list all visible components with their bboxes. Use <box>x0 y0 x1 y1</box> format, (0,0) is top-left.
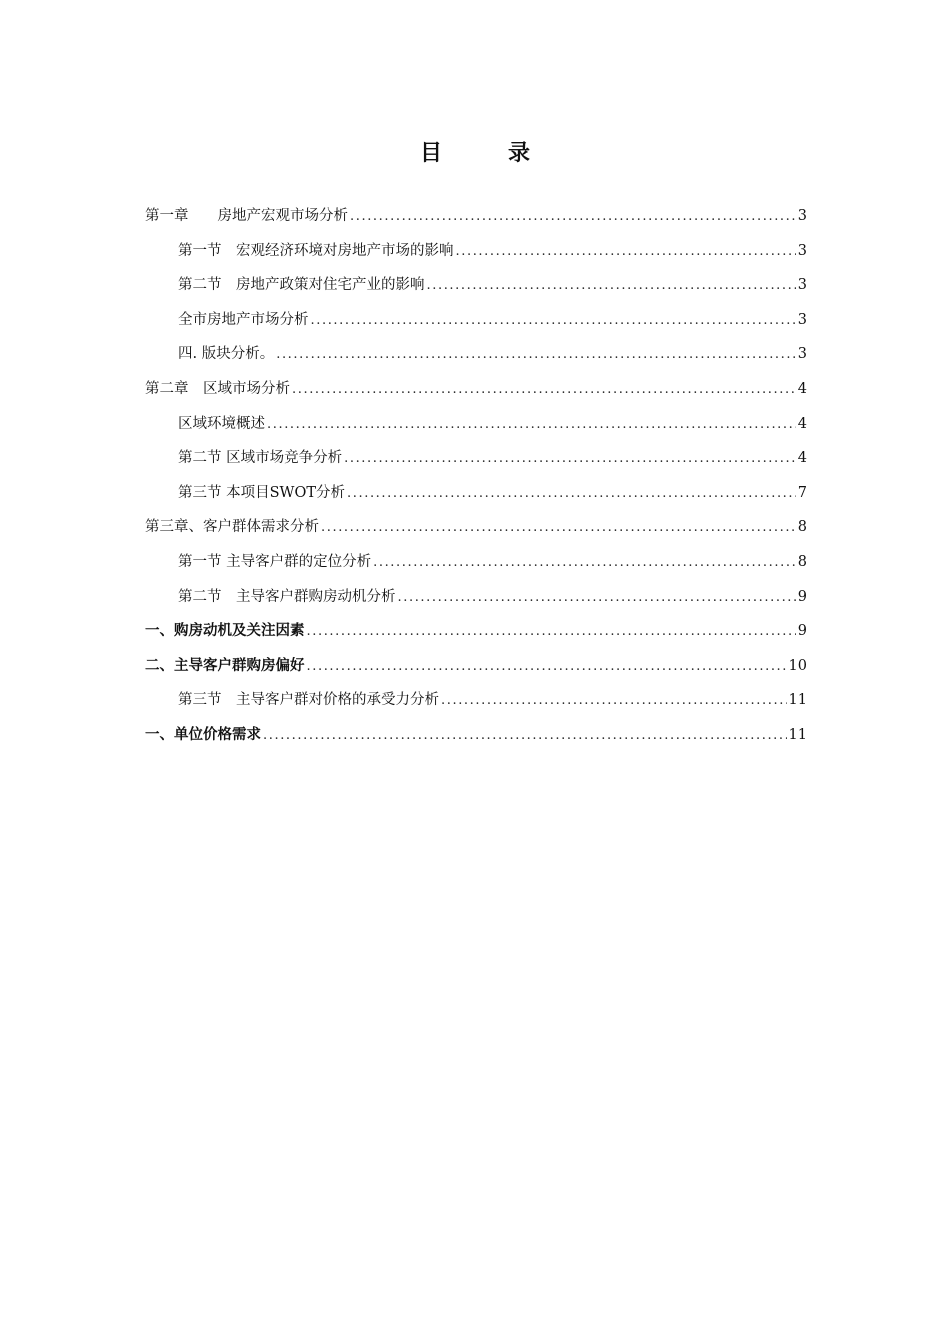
toc-leader <box>441 693 787 708</box>
toc-entry-text: 一、单位价格需求 <box>145 725 261 743</box>
toc-entry[interactable] <box>145 585 807 620</box>
toc-entry[interactable] <box>145 446 807 481</box>
toc-page-number: 4 <box>797 450 807 467</box>
toc-entry-text: 区域环境概述 <box>178 415 265 432</box>
toc-entry-text: 第一章 房地产宏观市场分析 <box>145 208 348 224</box>
toc-entry-text: 第三节 本项目SWOT分析 <box>178 484 346 501</box>
toc-entry[interactable] <box>145 481 807 516</box>
toc-entry-text: 第二节 房地产政策对住宅产业的影响 <box>178 277 425 294</box>
toc-entry[interactable] <box>145 239 807 274</box>
toc-page-number: 4 <box>797 380 807 397</box>
toc-page-number: 9 <box>797 588 807 605</box>
toc-leader <box>267 417 796 432</box>
toc-entry[interactable] <box>145 515 807 550</box>
toc-entry-text: 一、购房动机及关注因素 <box>145 622 305 640</box>
toc-page-number: 3 <box>797 311 807 328</box>
toc-page-number: 10 <box>788 657 807 674</box>
toc-entry[interactable] <box>145 654 807 689</box>
toc-leader <box>347 486 796 501</box>
toc-leader <box>398 590 796 605</box>
toc-leader <box>292 382 796 397</box>
toc-leader <box>263 728 787 743</box>
toc-page-number: 4 <box>797 415 807 432</box>
toc-page-number: 3 <box>797 277 807 294</box>
toc-entry[interactable] <box>145 308 807 343</box>
toc-leader <box>344 451 796 466</box>
toc-entry[interactable] <box>145 342 807 377</box>
toc-leader <box>373 555 796 570</box>
toc-entry[interactable] <box>145 688 807 723</box>
toc-entry[interactable] <box>145 377 807 412</box>
toc-entry[interactable] <box>145 619 807 654</box>
toc-entry-text: 第一节 宏观经济环境对房地产市场的影响 <box>178 242 454 259</box>
toc-leader <box>427 278 796 293</box>
toc-entry-text: 全市房地产市场分析 <box>178 311 309 328</box>
toc-page-number: 3 <box>797 346 807 363</box>
toc-entry-text: 第三章、客户群体需求分析 <box>145 519 319 536</box>
toc-entry-text: 第三节 主导客户群对价格的承受力分析 <box>178 692 439 709</box>
toc-entry-text: 二、主导客户群购房偏好 <box>145 656 305 674</box>
toc-entry-text: 第二节 主导客户群购房动机分析 <box>178 588 396 605</box>
toc-entry[interactable] <box>145 723 807 758</box>
toc-page-number: 8 <box>797 553 807 570</box>
toc-page-number: 3 <box>797 208 807 224</box>
toc-leader <box>350 209 796 224</box>
toc-leader <box>307 659 787 674</box>
toc-entry[interactable] <box>145 412 807 447</box>
toc-leader <box>311 313 796 328</box>
toc-page-number: 7 <box>797 484 807 501</box>
toc-page-number: 3 <box>797 242 807 259</box>
toc-entry[interactable] <box>145 204 807 239</box>
toc-page-number: 8 <box>797 519 807 536</box>
toc-entry[interactable] <box>145 273 807 308</box>
toc-title: 目 录 <box>419 140 552 166</box>
toc-leader <box>276 347 796 362</box>
toc-leader <box>456 244 796 259</box>
toc-leader <box>321 520 796 535</box>
toc-entry-text: 第二节 区域市场竞争分析 <box>178 450 343 467</box>
toc-page-number: 11 <box>788 692 807 709</box>
toc-entry-text: 第二章 区域市场分析 <box>145 380 290 397</box>
toc-leader <box>307 624 796 639</box>
toc-page-number: 9 <box>797 623 807 640</box>
toc-list <box>145 204 807 758</box>
toc-page-number: 11 <box>788 726 807 743</box>
toc-entry[interactable] <box>145 550 807 585</box>
toc-entry-text: 四. 版块分析。 <box>178 346 275 363</box>
toc-entry-text: 第一节 主导客户群的定位分析 <box>178 553 372 570</box>
